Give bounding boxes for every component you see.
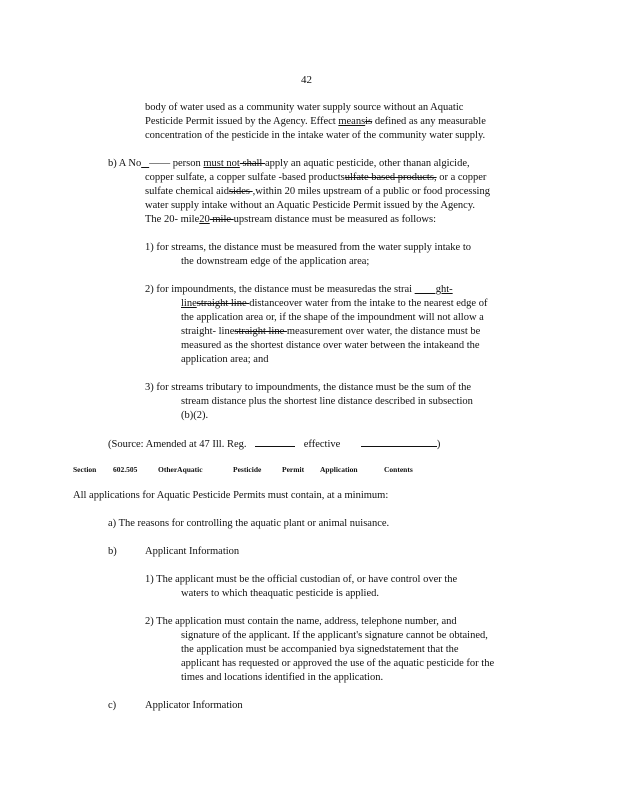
subsection-a: a) The reasons for controlling the aquatic plant or animal nuisance. [108, 518, 390, 529]
subsection-c-heading: Applicator Information [145, 700, 243, 711]
paragraph-line: 2) The application must contain the name, address, telephone number, and [145, 616, 457, 627]
section-title-word: Permit [282, 465, 305, 474]
text-run: defined as any measurable [372, 116, 486, 127]
text-run: ,within 20 miles upstream of a public or food processing [252, 186, 490, 197]
text-run: 2) for impoundments, the distance must be measuredas the strai [145, 284, 415, 295]
subsection-c-label: c) [108, 700, 117, 711]
section-title-word: OtherAquatic [158, 465, 203, 474]
paragraph-line [145, 213, 436, 226]
source-close: ) [436, 439, 441, 450]
paragraph-line: applicant has requested or approved the use of the aquatic pesticide for the [181, 658, 495, 669]
source-text: (Source: Amended at 47 Ill. Reg. [108, 439, 247, 450]
section-intro: All applications for Aquatic Pesticide Permits must contain, at a minimum: [73, 490, 389, 501]
inserted-text: _ [141, 158, 150, 169]
section-label: Section [73, 465, 97, 474]
deleted-text: shall [239, 158, 265, 169]
text-run: or a copper [436, 172, 487, 183]
text-run: apply an aquatic pesticide, other thanan algicide, [264, 158, 470, 169]
paragraph-line [181, 297, 487, 310]
deleted-text: is [365, 116, 373, 127]
text-run: b) A No [108, 158, 142, 169]
paragraph-line: 3) for streams tributary to impoundments, the distance must be the sum of the [145, 382, 472, 393]
section-title-word: Contents [384, 465, 413, 474]
text-run: copper sulfate, a copper sulfate -based products [145, 172, 345, 183]
paragraph-line: 1) The applicant must be the official custodian of, or have control over the [145, 574, 458, 585]
deleted-text: ulfate based products, [344, 172, 437, 183]
source-effective: effective [303, 439, 341, 450]
register-issue-blank [255, 437, 295, 447]
effective-date-blank [361, 437, 437, 447]
paragraph-line [145, 283, 453, 296]
paragraph-line [145, 115, 486, 128]
inserted-text: must not [203, 158, 240, 169]
subsection-b-label: b) [108, 546, 117, 557]
paragraph-line: times and locations identified in the application. [181, 672, 384, 683]
paragraph-line [181, 325, 480, 338]
text-run: sulfate chemical aid [145, 186, 229, 197]
inserted-text: means [338, 116, 366, 127]
paragraph-line: 1) for streams, the distance must be measured from the water supply intake to [145, 242, 471, 253]
text-run: measurement over water, the distance must be [286, 326, 481, 337]
inserted-text: line [181, 298, 197, 309]
deleted-text: mile [209, 214, 234, 225]
paragraph-line: application area; and [181, 354, 269, 365]
section-title-word: Application [320, 465, 358, 474]
paragraph-line: water supply intake without an Aquatic Pesticide Permit issued by the Agency. [145, 200, 476, 211]
paragraph-line: the downstream edge of the application area; [181, 256, 370, 267]
paragraph-line: concentration of the pesticide in the intake water of the community water supply. [145, 130, 486, 141]
paragraph-line [145, 171, 486, 184]
section-title-word: Pesticide [233, 465, 262, 474]
paragraph-line: stream distance plus the shortest line distance described in subsection [181, 396, 473, 407]
inserted-text: ____ght- [414, 284, 453, 295]
text-run: straight- line [181, 326, 235, 337]
page-number: 42 [301, 74, 312, 86]
section-number: 602.505 [113, 465, 138, 474]
paragraph-line: signature of the applicant. If the applicant's signature cannot be obtained, [181, 630, 488, 641]
inserted-text: 20 [199, 214, 210, 225]
text-run: distanceover water from the intake to the nearest edge of [249, 298, 488, 309]
text-run: upstream distance must be measured as follows: [233, 214, 437, 225]
paragraph-line: waters to which theaquatic pesticide is applied. [181, 588, 379, 599]
paragraph-line: the application must be accompanied bya signedstatement that the [181, 644, 459, 655]
paragraph-line [108, 157, 470, 170]
source-note [108, 437, 440, 451]
paragraph-line: measured as the shortest distance over water between the intakeand the [181, 340, 480, 351]
paragraph-line [145, 185, 490, 198]
text-run: The 20- mile [145, 214, 200, 225]
deleted-text: straight line [234, 326, 287, 337]
text-run: —— person [149, 158, 204, 169]
text-run: Pesticide Permit issued by the Agency. Effect [145, 116, 339, 127]
subsection-b-heading: Applicant Information [145, 546, 240, 557]
paragraph-line: the application area or, if the shape of the impoundment will not allow a [181, 312, 484, 323]
deleted-text: straight line [196, 298, 250, 309]
paragraph-line: (b)(2). [181, 410, 209, 421]
deleted-text: sides [228, 186, 253, 197]
paragraph-line: body of water used as a community water supply source without an Aquatic [145, 102, 464, 113]
